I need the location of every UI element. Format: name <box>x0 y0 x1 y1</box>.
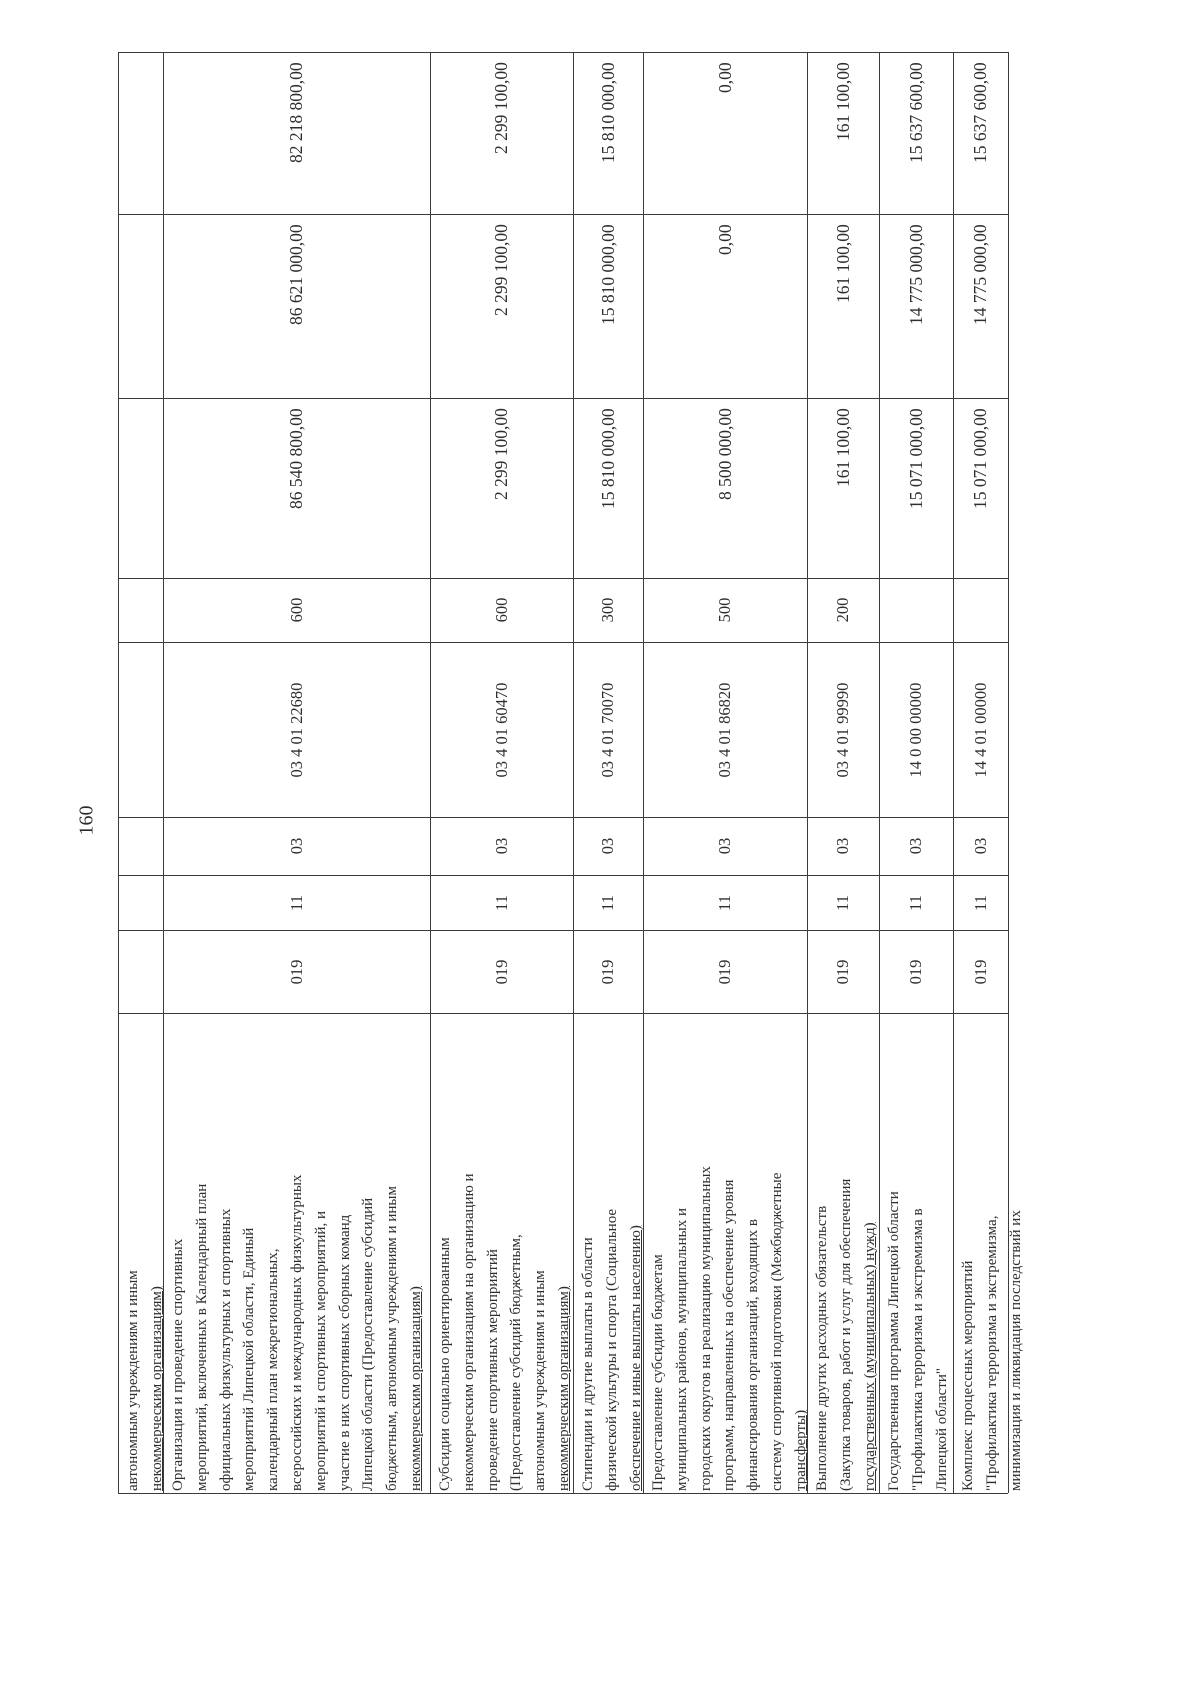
cell-section <box>163 875 430 930</box>
cell-item-name <box>573 1013 643 1493</box>
item-name-line: некоммерческим организациям) <box>407 1286 424 1491</box>
cell-target-article <box>953 642 1008 817</box>
subsection-value: 03 <box>970 837 990 855</box>
cell-sum-2024 <box>807 398 879 578</box>
cell-admin-code <box>430 930 573 1013</box>
cell-item-name <box>953 1013 1024 1493</box>
item-name-text <box>577 1019 648 1491</box>
expense-type-value: 600 <box>491 597 511 623</box>
amount-value: 161 100,00 <box>832 408 853 487</box>
item-name-line: (Закупка товаров, работ и услуг для обеспечения <box>837 1178 854 1491</box>
cell-sum-2024 <box>118 398 163 578</box>
item-name-text <box>811 1019 882 1491</box>
item-name-line: Субсидии социально ориентированным <box>437 1237 453 1491</box>
item-name-line: проведение спортивных мероприятий <box>484 1249 501 1491</box>
cell-expense-type <box>643 578 807 642</box>
target-article-value: 03 4 01 86820 <box>715 682 734 777</box>
target-article-value: 03 4 01 70070 <box>598 682 617 777</box>
amount-value: 161 100,00 <box>832 62 853 141</box>
subsection-value: 03 <box>715 837 734 855</box>
section-value: 11 <box>286 894 306 911</box>
cell-sum-2025 <box>573 214 643 398</box>
item-name-line: Предоставление субсидии бюджетам <box>650 1254 666 1491</box>
cell-sum-2025 <box>643 214 807 398</box>
cell-subsection <box>118 817 163 875</box>
cell-sum-2025 <box>953 214 1008 398</box>
item-name-line: мероприятий, включенных в Календарный план <box>193 1183 210 1491</box>
cell-admin-code <box>953 930 1008 1013</box>
cell-section <box>430 875 573 930</box>
item-name-text <box>167 1019 429 1491</box>
cell-sum-2025 <box>879 214 953 398</box>
item-name-line: некоммерческим организациям на организацию и <box>460 1173 477 1491</box>
cell-sum-2026 <box>163 52 430 214</box>
cell-target-article <box>573 642 643 817</box>
admin-code-value: 019 <box>598 959 617 984</box>
cell-section <box>807 875 879 930</box>
cell-sum-2026 <box>953 52 1008 214</box>
item-name-line: официальных физкультурных и спортивных <box>217 1208 234 1491</box>
cell-expense-type <box>118 578 163 642</box>
item-name-line: всероссийских и международных физкультурных <box>288 1174 305 1491</box>
amount-value: 2 299 100,00 <box>491 62 511 154</box>
section-value: 11 <box>906 894 925 911</box>
cell-subsection <box>573 817 643 875</box>
amount-value: 15 810 000,00 <box>597 62 618 163</box>
cell-item-name <box>118 1013 163 1493</box>
cell-sum-2025 <box>430 214 573 398</box>
item-name-line: "Профилактика терроризма и экстремизма, <box>983 1215 1000 1491</box>
cell-sum-2024 <box>430 398 573 578</box>
item-name-line: мероприятий и спортивных мероприятий, и <box>312 1211 329 1491</box>
amount-value: 2 299 100,00 <box>491 224 511 316</box>
cell-subsection <box>643 817 807 875</box>
item-name-line: обеспечение и иные выплаты населению) <box>627 1225 644 1491</box>
cell-sum-2025 <box>807 214 879 398</box>
item-name-line: участие в них спортивных сборных команд <box>336 1214 353 1491</box>
item-name-line: государственных (муниципальных) нужд) <box>861 1222 878 1491</box>
item-name-line: Государственная программа Липецкой области <box>886 1191 902 1491</box>
cell-target-article <box>163 642 430 817</box>
item-name-line: некоммерческим организациям) <box>148 1286 165 1491</box>
amount-value: 86 540 800,00 <box>286 408 306 509</box>
subsection-value: 03 <box>598 837 617 855</box>
amount-value: 0,00 <box>714 224 735 255</box>
subsection-value: 03 <box>833 837 852 855</box>
page-number: 160 <box>75 805 98 835</box>
cell-subsection <box>163 817 430 875</box>
target-article-value: 03 4 01 99990 <box>833 682 852 777</box>
target-article-value: 03 4 01 60470 <box>491 682 511 777</box>
cell-item-name <box>430 1013 573 1493</box>
item-name-text <box>883 1019 954 1491</box>
section-value: 11 <box>970 894 990 911</box>
cell-sum-2026 <box>573 52 643 214</box>
item-name-line: трансферты) <box>792 1409 809 1491</box>
cell-sum-2024 <box>953 398 1008 578</box>
item-name-line: мероприятий Липецкой области, Единый <box>241 1227 258 1491</box>
amount-value: 86 621 000,00 <box>286 224 306 325</box>
item-name-line: Выполнение других расходных обязательств <box>814 1205 830 1491</box>
cell-expense-type <box>430 578 573 642</box>
amount-value: 82 218 800,00 <box>286 62 306 163</box>
admin-code-value: 019 <box>833 959 852 984</box>
expense-type-value: 300 <box>598 597 617 623</box>
item-name-text <box>434 1019 577 1491</box>
admin-code-value: 019 <box>906 959 925 984</box>
column-border <box>118 1493 1008 1494</box>
amount-value: 15 637 600,00 <box>905 62 926 163</box>
subsection-value: 03 <box>491 837 511 855</box>
item-name-line: Организация и проведение спортивных <box>170 1238 186 1491</box>
amount-value: 0,00 <box>714 62 735 93</box>
item-name-line: Липецкой области" <box>933 1368 950 1491</box>
cell-admin-code <box>807 930 879 1013</box>
target-article-value: 03 4 01 22680 <box>286 682 306 777</box>
cell-sum-2026 <box>643 52 807 214</box>
cell-sum-2026 <box>118 52 163 214</box>
item-name-line: автономным учреждениям и иным <box>125 1270 141 1491</box>
cell-expense-type <box>879 578 953 642</box>
section-value: 11 <box>491 894 511 911</box>
cell-subsection <box>807 817 879 875</box>
amount-value: 14 775 000,00 <box>905 224 926 325</box>
admin-code-value: 019 <box>491 959 511 984</box>
cell-expense-type <box>807 578 879 642</box>
amount-value: 15 071 000,00 <box>970 408 990 509</box>
subsection-value: 03 <box>286 837 306 855</box>
item-name-line: программ, направленных на обеспечение уровня <box>721 1179 738 1491</box>
cell-section <box>879 875 953 930</box>
amount-value: 14 775 000,00 <box>970 224 990 325</box>
cell-expense-type <box>953 578 1008 642</box>
cell-sum-2025 <box>118 214 163 398</box>
cell-target-article <box>879 642 953 817</box>
item-name-text <box>647 1019 814 1491</box>
cell-admin-code <box>573 930 643 1013</box>
cell-subsection <box>430 817 573 875</box>
cell-admin-code <box>643 930 807 1013</box>
cell-subsection <box>953 817 1008 875</box>
cell-section <box>118 875 163 930</box>
cell-admin-code <box>118 930 163 1013</box>
cell-sum-2024 <box>643 398 807 578</box>
item-name-line: городских округов на реализацию муниципальных <box>697 1166 714 1491</box>
section-value: 11 <box>715 894 734 911</box>
item-name-line: (Предоставление субсидий бюджетным, <box>508 1234 525 1491</box>
item-name-line: некоммерческим организациям) <box>555 1286 572 1491</box>
cell-admin-code <box>879 930 953 1013</box>
amount-value: 161 100,00 <box>832 224 853 303</box>
admin-code-value: 019 <box>715 959 734 984</box>
target-article-value: 14 4 01 00000 <box>970 682 990 777</box>
amount-value: 8 500 000,00 <box>714 408 735 500</box>
cell-expense-type <box>573 578 643 642</box>
cell-expense-type <box>163 578 430 642</box>
item-name-line: Липецкой области (Предоставление субсидий <box>360 1197 377 1491</box>
cell-sum-2025 <box>163 214 430 398</box>
amount-value: 15 810 000,00 <box>597 224 618 325</box>
cell-subsection <box>879 817 953 875</box>
amount-value: 15 071 000,00 <box>905 408 926 509</box>
cell-target-article <box>118 642 163 817</box>
cell-target-article <box>643 642 807 817</box>
item-name-line: физической культуры и спорта (Социальное <box>603 1208 620 1491</box>
cell-section <box>573 875 643 930</box>
cell-sum-2026 <box>430 52 573 214</box>
item-name-line: муниципальных районов, муниципальных и <box>673 1207 690 1491</box>
item-name-line: календарный план межрегиональных, <box>265 1248 282 1491</box>
item-name-line: Комплекс процессных мероприятий <box>960 1260 976 1491</box>
cell-section <box>953 875 1008 930</box>
cell-target-article <box>430 642 573 817</box>
section-value: 11 <box>833 894 852 911</box>
cell-item-name <box>163 1013 430 1493</box>
target-article-value: 14 0 00 00000 <box>906 682 925 777</box>
cell-section <box>643 875 807 930</box>
cell-sum-2024 <box>879 398 953 578</box>
cell-sum-2024 <box>573 398 643 578</box>
expense-type-value: 500 <box>715 597 734 623</box>
cell-target-article <box>807 642 879 817</box>
admin-code-value: 019 <box>286 959 306 984</box>
amount-value: 2 299 100,00 <box>491 408 511 500</box>
cell-sum-2026 <box>807 52 879 214</box>
cell-admin-code <box>163 930 430 1013</box>
item-name-text <box>957 1019 1028 1491</box>
item-name-line: Стипендии и другие выплаты в области <box>580 1237 596 1491</box>
admin-code-value: 019 <box>970 959 990 984</box>
item-name-line: финансирования организаций, входящих в <box>745 1219 762 1491</box>
amount-value: 15 810 000,00 <box>597 408 618 509</box>
section-value: 11 <box>598 894 617 911</box>
expense-type-value: 600 <box>286 597 306 623</box>
expense-type-value: 200 <box>833 597 852 623</box>
item-name-line: минимизация и ликвидация последствий их <box>1007 1210 1024 1491</box>
cell-sum-2026 <box>879 52 953 214</box>
amount-value: 15 637 600,00 <box>970 62 990 163</box>
item-name-line: автономным учреждениям и иным <box>532 1270 549 1491</box>
cell-item-name <box>807 1013 879 1493</box>
cell-item-name <box>643 1013 807 1493</box>
item-name-line: бюджетным, автономным учреждениям и иным <box>384 1186 401 1491</box>
cell-item-name <box>879 1013 953 1493</box>
item-name-line: систему спортивной подготовки (Межбюджетные <box>768 1172 785 1491</box>
cell-sum-2024 <box>163 398 430 578</box>
subsection-value: 03 <box>906 837 925 855</box>
item-name-line: "Профилактика терроризма и экстремизма в <box>909 1208 926 1491</box>
